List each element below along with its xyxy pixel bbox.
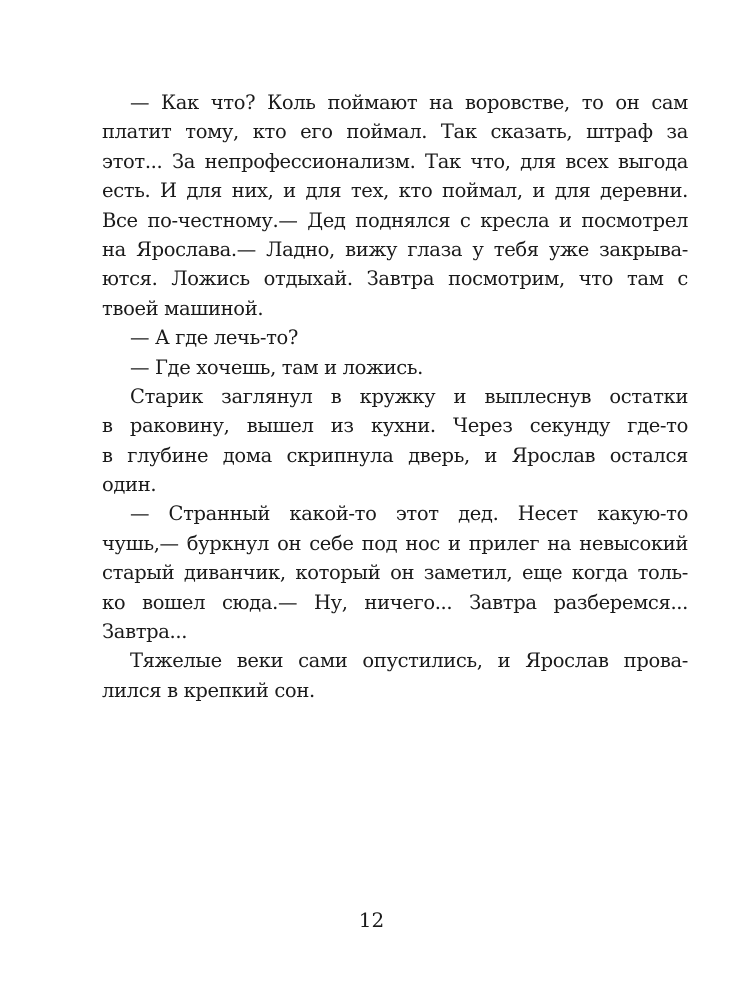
text-line: чушь,— буркнул он себе под нос и прилег на невысокий [102, 531, 688, 555]
text-line: — Как что? Коль поймают на воровстве, то он сам [130, 91, 688, 114]
text-line: в глубине дома скрипнула дверь, и Ярослав остался [102, 443, 688, 467]
text-line: лился в крепкий сон. [102, 678, 315, 702]
text-line: на Ярослава.— Ладно, вижу глаза у тебя уже закрыва- [102, 237, 688, 261]
text-line: Тяжелые веки сами опустились, и Ярослав прова- [130, 649, 688, 673]
text-line: ко вошел сюда.— Ну, ничего... Завтра разберемся... [102, 590, 688, 614]
body-text [102, 88, 688, 705]
text-line: в раковину, вышел из кухни. Через секунду где-то [102, 414, 688, 438]
text-line: старый диванчик, который он заметил, еще когда толь- [102, 561, 688, 585]
text-line: Все по-честному.— Дед поднялся с кресла и посмотрел [102, 208, 688, 232]
text-line: есть. И для них, и для тех, кто поймал, и для деревни. [102, 179, 688, 203]
text-line: один. [102, 473, 157, 497]
text-line: платит тому, кто его поймал. Так сказать, штраф за [102, 120, 688, 144]
text-line: твоей машиной. [102, 296, 264, 320]
text-line: — Где хочешь, там и ложись. [130, 355, 423, 379]
text-line: Завтра... [102, 620, 188, 644]
text-line: Старик заглянул в кружку и выплеснув остатки [130, 384, 688, 408]
text-line: этот... За непрофессионализм. Так что, для всех выгода [102, 149, 688, 173]
page-number: 12 [358, 908, 385, 932]
text-line: — А где лечь-то? [130, 326, 299, 350]
text-line: ются. Ложись отдыхай. Завтра посмотрим, что там с [102, 267, 688, 291]
text-line: — Странный какой-то этот дед. Несет какую-то [130, 502, 688, 526]
